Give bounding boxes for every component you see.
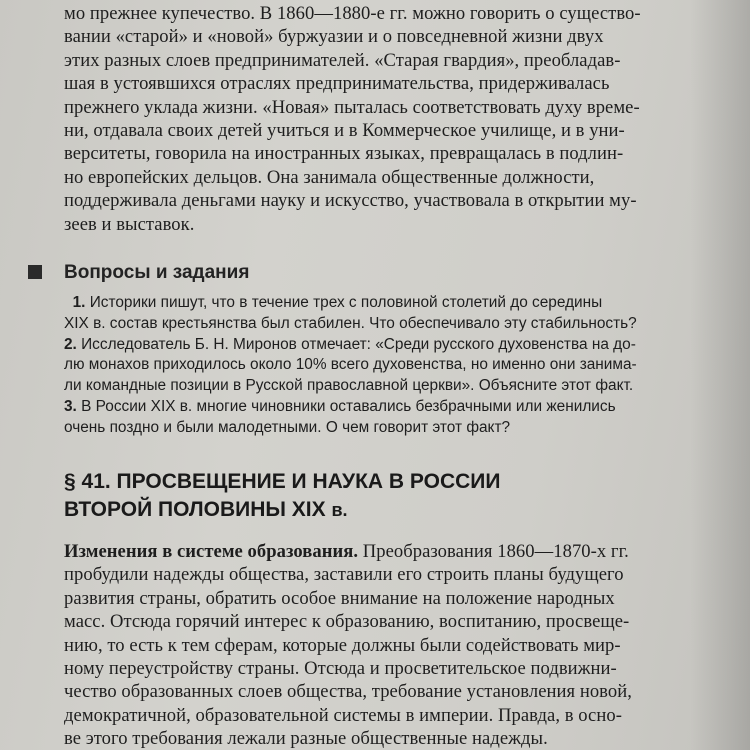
questions-heading-text: Вопросы и задания	[64, 262, 250, 283]
intro-paragraph	[64, 2, 724, 236]
text-line: но европейских дельцов. Она занимала общественные должности,	[64, 166, 595, 188]
section-title-suffix: в.	[331, 500, 348, 520]
text-line: ве этого требования лежали разные общественные надежды.	[64, 728, 548, 750]
section-title-text: ВТОРОЙ ПОЛОВИНЫ XIX	[64, 498, 332, 521]
section-body	[64, 540, 724, 750]
text-line: прежнего уклада жизни. «Новая» пыталась соответствовать духу време-	[64, 96, 640, 118]
text-line: пробудили надежды общества, заставили его строить планы будущего	[64, 564, 624, 586]
text-line: поддерживала деньгами науку и искусство, участвовала в открытии му-	[64, 190, 637, 212]
text-line: верситеты, говорила на иностранных языках, превращалась в подлин-	[64, 143, 624, 165]
question-item	[64, 397, 724, 418]
text-line: чество образованных слоев общества, требование установления новой,	[64, 681, 632, 703]
text-line: шая в устоявшихся отраслях предпринимательства, придерживалась	[64, 73, 610, 95]
question-number: 1.	[72, 294, 86, 311]
question-text: ли командные позиции в Русской православной церкви». Объясните этот факт.	[64, 377, 634, 395]
question-text: В России XIX в. многие чиновники оставались безбрачными или женились	[81, 397, 616, 415]
question-item	[64, 293, 724, 314]
text-line: демократичной, образовательной системы в империи. Правда, в осно-	[64, 704, 622, 726]
text-line: вании «старой» и «новой» буржуазии и о повседневной жизни двух	[64, 26, 604, 48]
question-text: лю монахов приходилось около 10% всего духовенства, но именно они занима-	[64, 356, 637, 374]
text-line: этих разных слоев предпринимателей. «Старая гвардия», преобладав-	[64, 49, 621, 71]
text-line: масс. Отсюда горячий интерес к образованию, воспитанию, просвеще-	[64, 611, 630, 633]
text-line: ни, отдавала своих детей учиться и в Коммерческое училище, и в уни-	[64, 120, 625, 142]
text-line: ному переустройству страны. Отсюда и просветительское подвижни-	[64, 658, 617, 680]
question-item	[64, 335, 724, 356]
question-text: очень поздно и были малодетными. О чем говорит этот факт?	[64, 418, 511, 436]
text-line: мо прежнее купечество. В 1860—1880-е гг. можно говорить о существо-	[64, 3, 641, 24]
question-text: Историки пишут, что в течение трех с половиной столетий до середины	[89, 294, 603, 311]
question-text: Исследователь Б. Н. Миронов отмечает: «Среди русского духовенства на до-	[81, 335, 636, 353]
text-line: зеев и выставок.	[64, 213, 195, 235]
questions-heading	[28, 262, 249, 284]
section-title-line	[64, 496, 500, 524]
square-bullet-icon	[28, 265, 42, 279]
text-line: нию, то есть к тем сферам, которые должны были содействовать мир-	[64, 634, 621, 656]
text-line	[64, 540, 724, 563]
question-number: 2.	[64, 335, 77, 353]
section-title-line: § 41. ПРОСВЕЩЕНИЕ И НАУКА В РОССИИ	[64, 470, 501, 493]
lead-heading: Изменения в системе образования.	[64, 541, 359, 562]
section-title	[64, 468, 500, 524]
questions-list	[64, 293, 724, 439]
question-text: XIX в. состав крестьянства был стабилен. Что обеспечивало эту стабильность?	[64, 314, 637, 332]
text-line: развития страны, обратить особое внимание на положение народных	[64, 587, 615, 609]
lead-text: Преобразования 1860—1870-х гг.	[358, 541, 629, 562]
question-number: 3.	[64, 397, 77, 415]
